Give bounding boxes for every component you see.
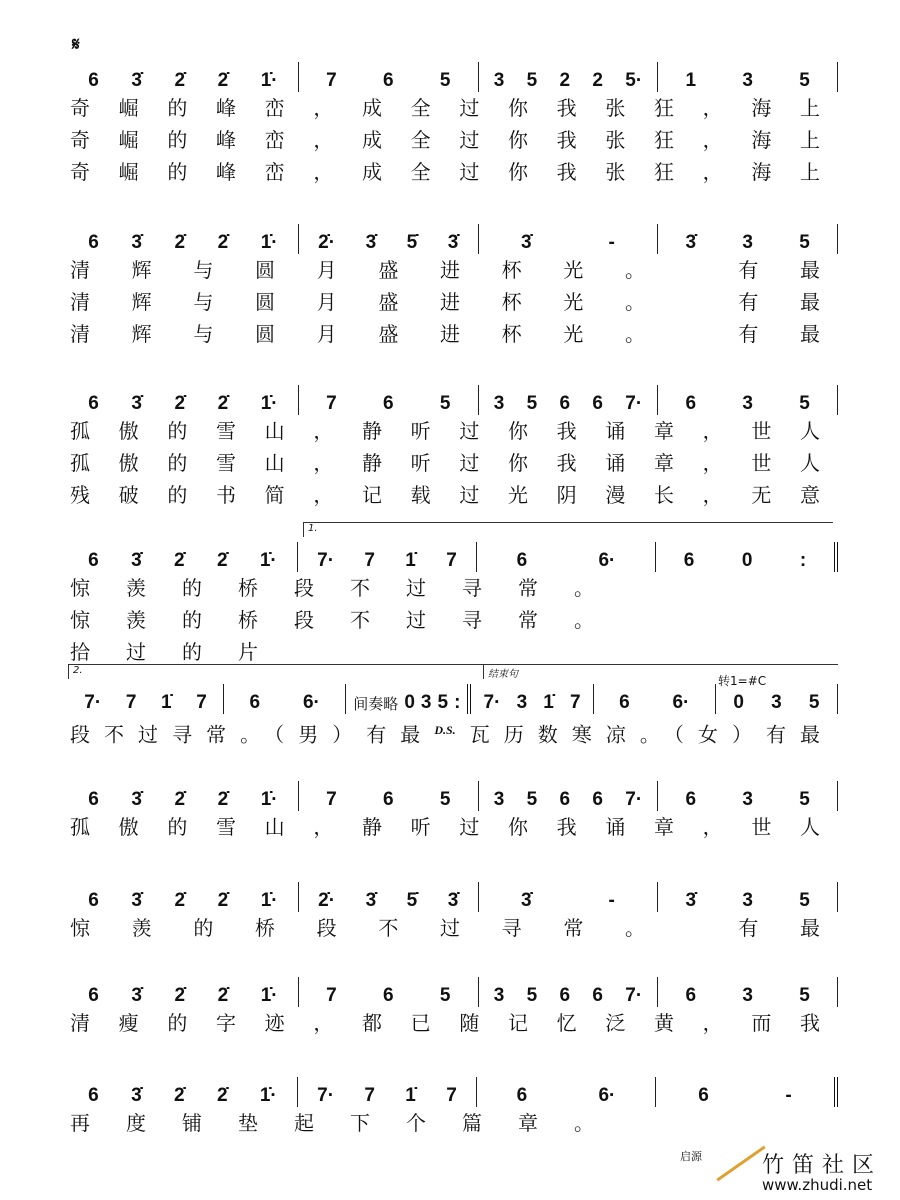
note: 6: [619, 692, 630, 713]
lyric-segment: 瓦历数寒凉。（女）有最: [455, 722, 820, 746]
note: 3̇: [131, 789, 142, 810]
volta-bracket: 1.: [303, 522, 833, 537]
note: 3̇: [447, 232, 459, 253]
note: 3̇: [131, 70, 142, 91]
note: 5: [526, 393, 538, 414]
note: 2̇: [174, 1085, 185, 1106]
note: 3̇: [131, 890, 142, 911]
note: 3: [493, 393, 505, 414]
note: 2̇: [174, 550, 185, 571]
note: 2̇: [216, 1085, 228, 1106]
note: 2̇·: [318, 232, 336, 253]
measure: [68, 62, 299, 92]
note: 6: [88, 550, 99, 571]
note: 6: [685, 393, 697, 414]
system-7: [68, 878, 838, 944]
note: 6: [382, 393, 394, 414]
note: 5: [799, 890, 810, 911]
note: 1̇: [405, 550, 416, 571]
note: 7: [326, 789, 337, 810]
note: 7: [569, 692, 581, 713]
notes-row: [68, 878, 838, 912]
segno-sign: 𝄋: [72, 34, 80, 55]
note: 7·: [317, 1085, 335, 1106]
measure: [68, 882, 299, 912]
note: 6: [88, 70, 99, 91]
notes-row: [68, 1073, 838, 1107]
notes-row: [68, 58, 838, 92]
measure: [477, 542, 656, 572]
note: 2̇: [174, 890, 186, 911]
note: 6: [516, 1085, 528, 1106]
note: 5̇: [406, 232, 418, 253]
note: 6: [592, 393, 603, 414]
measure: [716, 684, 838, 714]
measure: [68, 542, 298, 572]
note: 2̇: [217, 890, 229, 911]
note: 3: [493, 985, 505, 1006]
note: 7·: [483, 692, 501, 713]
lyric-line: 奇崛的峰峦，成全过你我张狂，海上: [70, 96, 820, 120]
note: 2̇: [174, 232, 186, 253]
note: :: [799, 550, 807, 571]
note: 1̇·: [259, 550, 277, 571]
note: 1̇·: [260, 232, 278, 253]
note: 3: [742, 890, 753, 911]
measure: [299, 62, 479, 92]
measure: [299, 781, 479, 811]
note: 3̇: [447, 890, 459, 911]
note: 5: [526, 70, 538, 91]
measure: [479, 224, 659, 254]
measure: [68, 224, 299, 254]
note: 3: [493, 70, 505, 91]
measure: [68, 385, 299, 415]
note: 3: [771, 692, 782, 713]
note: 1̇·: [260, 789, 278, 810]
note: 0: [733, 692, 744, 713]
key-change-label: 转1=#C: [718, 674, 767, 688]
note: 2̇: [217, 985, 229, 1006]
note: 6: [592, 985, 603, 1006]
measure: [298, 542, 477, 572]
note: 5: [799, 70, 810, 91]
measure: [299, 224, 479, 254]
measure: [658, 882, 838, 912]
measure: [479, 385, 659, 415]
measure: [299, 977, 479, 1007]
note: 6: [88, 393, 99, 414]
note: 7·: [625, 985, 643, 1006]
note: 6: [559, 789, 571, 810]
note: 2̇·: [318, 890, 336, 911]
measure: [68, 977, 299, 1007]
note: 1: [685, 70, 697, 91]
notes-row: [68, 538, 838, 572]
note: 5: [526, 789, 538, 810]
note: 5: [799, 232, 810, 253]
note: 6·: [302, 692, 320, 713]
notes-row: [68, 680, 838, 714]
note: 5: [439, 789, 451, 810]
lyric-line: [68, 714, 820, 746]
note: 7: [326, 985, 337, 1006]
note: 7·: [625, 789, 643, 810]
lyric-line: 孤傲的雪山，静听过你我诵章，世人: [70, 451, 820, 475]
lyric-line: 清辉与圆月盛进杯光。 有最: [70, 290, 820, 314]
measure: [656, 542, 838, 572]
note: 7: [326, 70, 337, 91]
note: 3: [420, 692, 432, 713]
note: 3̇: [521, 890, 532, 911]
note: 5: [439, 70, 451, 91]
note: 6: [249, 692, 261, 713]
dal-segno-mark: D.S.: [434, 723, 456, 737]
note: 3: [493, 789, 505, 810]
note: 3̇: [131, 232, 142, 253]
note: 5: [808, 692, 820, 713]
note: 7·: [625, 393, 643, 414]
note: 3̇: [365, 232, 377, 253]
note: 6: [685, 789, 697, 810]
system-3: [68, 381, 838, 511]
note: 6·: [672, 692, 690, 713]
note: 5: [439, 985, 451, 1006]
measure: [479, 62, 659, 92]
ending-label: 结束句: [483, 664, 838, 679]
note: 2̇: [217, 789, 229, 810]
note: 7: [364, 550, 375, 571]
measure: [656, 1077, 838, 1107]
note: 3: [742, 789, 753, 810]
note: 3̇: [365, 890, 377, 911]
note: 2̇: [174, 70, 186, 91]
note: 5: [437, 692, 449, 713]
note: 3̇: [685, 890, 697, 911]
note: 6: [382, 985, 394, 1006]
note: 6: [683, 550, 695, 571]
note: 1̇: [543, 692, 554, 713]
note: 1̇·: [260, 70, 278, 91]
measure: [658, 781, 838, 811]
note: 6: [88, 985, 99, 1006]
note: 3: [742, 70, 753, 91]
note: 3: [742, 232, 753, 253]
lyric-line: 奇崛的峰峦，成全过你我张狂，海上: [70, 160, 820, 184]
note: 5: [526, 985, 538, 1006]
note: 5: [439, 393, 451, 414]
note: 7: [125, 692, 137, 713]
note: 2: [592, 70, 603, 91]
note: 6: [88, 789, 99, 810]
lyric-line: 再度铺垫起下个篇章。: [70, 1111, 630, 1135]
note: 2̇: [174, 789, 186, 810]
note: 6: [382, 70, 394, 91]
note: 6·: [598, 1085, 616, 1106]
watermark-logo: [680, 1140, 890, 1195]
note: 2̇: [174, 985, 186, 1006]
note: 7·: [317, 550, 335, 571]
note: 0: [741, 550, 753, 571]
watermark-url: www.zhudi.net: [762, 1176, 873, 1194]
note: 6: [685, 985, 697, 1006]
note: 3̇: [131, 550, 142, 571]
note: 1̇·: [260, 393, 278, 414]
lyric-line: 惊羡的桥段不过寻常。: [70, 576, 630, 600]
note: 6: [88, 890, 99, 911]
measure: [68, 781, 299, 811]
note: 6: [698, 1085, 709, 1106]
watermark-name: 竹笛社区: [762, 1153, 883, 1178]
note: 1̇·: [260, 890, 278, 911]
note: 3: [742, 985, 753, 1006]
note: 6: [592, 789, 603, 810]
note: 2̇: [174, 393, 186, 414]
note: 6: [559, 393, 571, 414]
system-6: [68, 777, 838, 843]
note: 6: [516, 550, 528, 571]
note: 1̇: [161, 692, 172, 713]
lyric-line: 惊羡的桥段不过寻常。: [70, 608, 630, 632]
measure: [299, 882, 479, 912]
system-2: [68, 220, 838, 350]
note: 7: [446, 1085, 457, 1106]
lyric-line: 孤傲的雪山，静听过你我诵章，世人: [70, 815, 820, 839]
measure: [224, 684, 346, 714]
measure: [658, 385, 838, 415]
note: 0: [404, 692, 415, 713]
note: 2̇: [217, 393, 229, 414]
lyric-line: 奇崛的峰峦，成全过你我张狂，海上: [70, 128, 820, 152]
measure: [479, 882, 659, 912]
note: 2̇: [216, 550, 228, 571]
note: -: [785, 1085, 792, 1106]
note: 3: [516, 692, 528, 713]
lyric-segment: 段不过寻常。（男）有最: [70, 722, 435, 746]
note: 6: [88, 232, 99, 253]
measure: [68, 684, 224, 714]
note: 6·: [598, 550, 616, 571]
measure: [479, 977, 659, 1007]
note: 5: [799, 985, 810, 1006]
measure: [594, 684, 716, 714]
lyric-line: 惊羡的桥段不过寻常。 有最: [70, 916, 820, 940]
note: 3̇: [521, 232, 532, 253]
note: 7: [326, 393, 337, 414]
measure: [658, 62, 838, 92]
lyric-line: 孤傲的雪山，静听过你我诵章，世人: [70, 419, 820, 443]
flute-icon: [716, 1146, 765, 1182]
lyric-line: 拾过的片: [70, 640, 294, 664]
note: :: [454, 692, 461, 713]
note: 5·: [625, 70, 643, 91]
note: 2̇: [217, 70, 229, 91]
note: 3̇: [131, 393, 142, 414]
notes-row: [68, 777, 838, 811]
note: 7: [196, 692, 207, 713]
note: 1̇·: [260, 985, 278, 1006]
system-8: [68, 973, 838, 1039]
notes-row: [68, 220, 838, 254]
note: 5: [799, 789, 810, 810]
measure: [658, 224, 838, 254]
system-4: [68, 523, 838, 668]
measure: [298, 1077, 477, 1107]
note: 6: [559, 985, 571, 1006]
note: 5: [799, 393, 810, 414]
interlude-label: 间奏略: [353, 695, 399, 713]
measure: [299, 385, 479, 415]
lyric-line: 清辉与圆月盛进杯光。 有最: [70, 258, 820, 282]
note: 2̇: [217, 232, 229, 253]
measure: [471, 684, 593, 714]
lyric-line: 清辉与圆月盛进杯光。 有最: [70, 322, 820, 346]
watermark-small: 启源: [680, 1150, 702, 1163]
measure: [68, 1077, 298, 1107]
measure: [658, 977, 838, 1007]
note: 1̇: [405, 1085, 416, 1106]
note: 7: [364, 1085, 375, 1106]
measure: [479, 781, 659, 811]
note: 3: [742, 393, 753, 414]
system-9: [68, 1073, 838, 1139]
note: -: [608, 890, 615, 911]
note: 3̇: [685, 232, 697, 253]
note: 3̇: [131, 1085, 142, 1106]
lyric-line: 清瘦的字迹，都已随记忆泛黄，而我: [70, 1011, 820, 1035]
lyric-line: 残破的书简，记载过光阴漫长，无意: [70, 483, 820, 507]
volta-bracket: 2.: [68, 664, 483, 679]
note: -: [608, 232, 615, 253]
note: 6: [88, 1085, 99, 1106]
note: 2: [559, 70, 571, 91]
notes-row: [68, 381, 838, 415]
note: 1̇·: [259, 1085, 277, 1106]
measure: [346, 684, 471, 714]
note: 5̇: [406, 890, 418, 911]
note: 7: [446, 550, 457, 571]
system-5: [68, 665, 838, 746]
notes-row: [68, 973, 838, 1007]
note: 7·: [84, 692, 102, 713]
measure: [477, 1077, 656, 1107]
note: 6: [382, 789, 394, 810]
system-1: [68, 58, 838, 188]
note: 3̇: [131, 985, 142, 1006]
